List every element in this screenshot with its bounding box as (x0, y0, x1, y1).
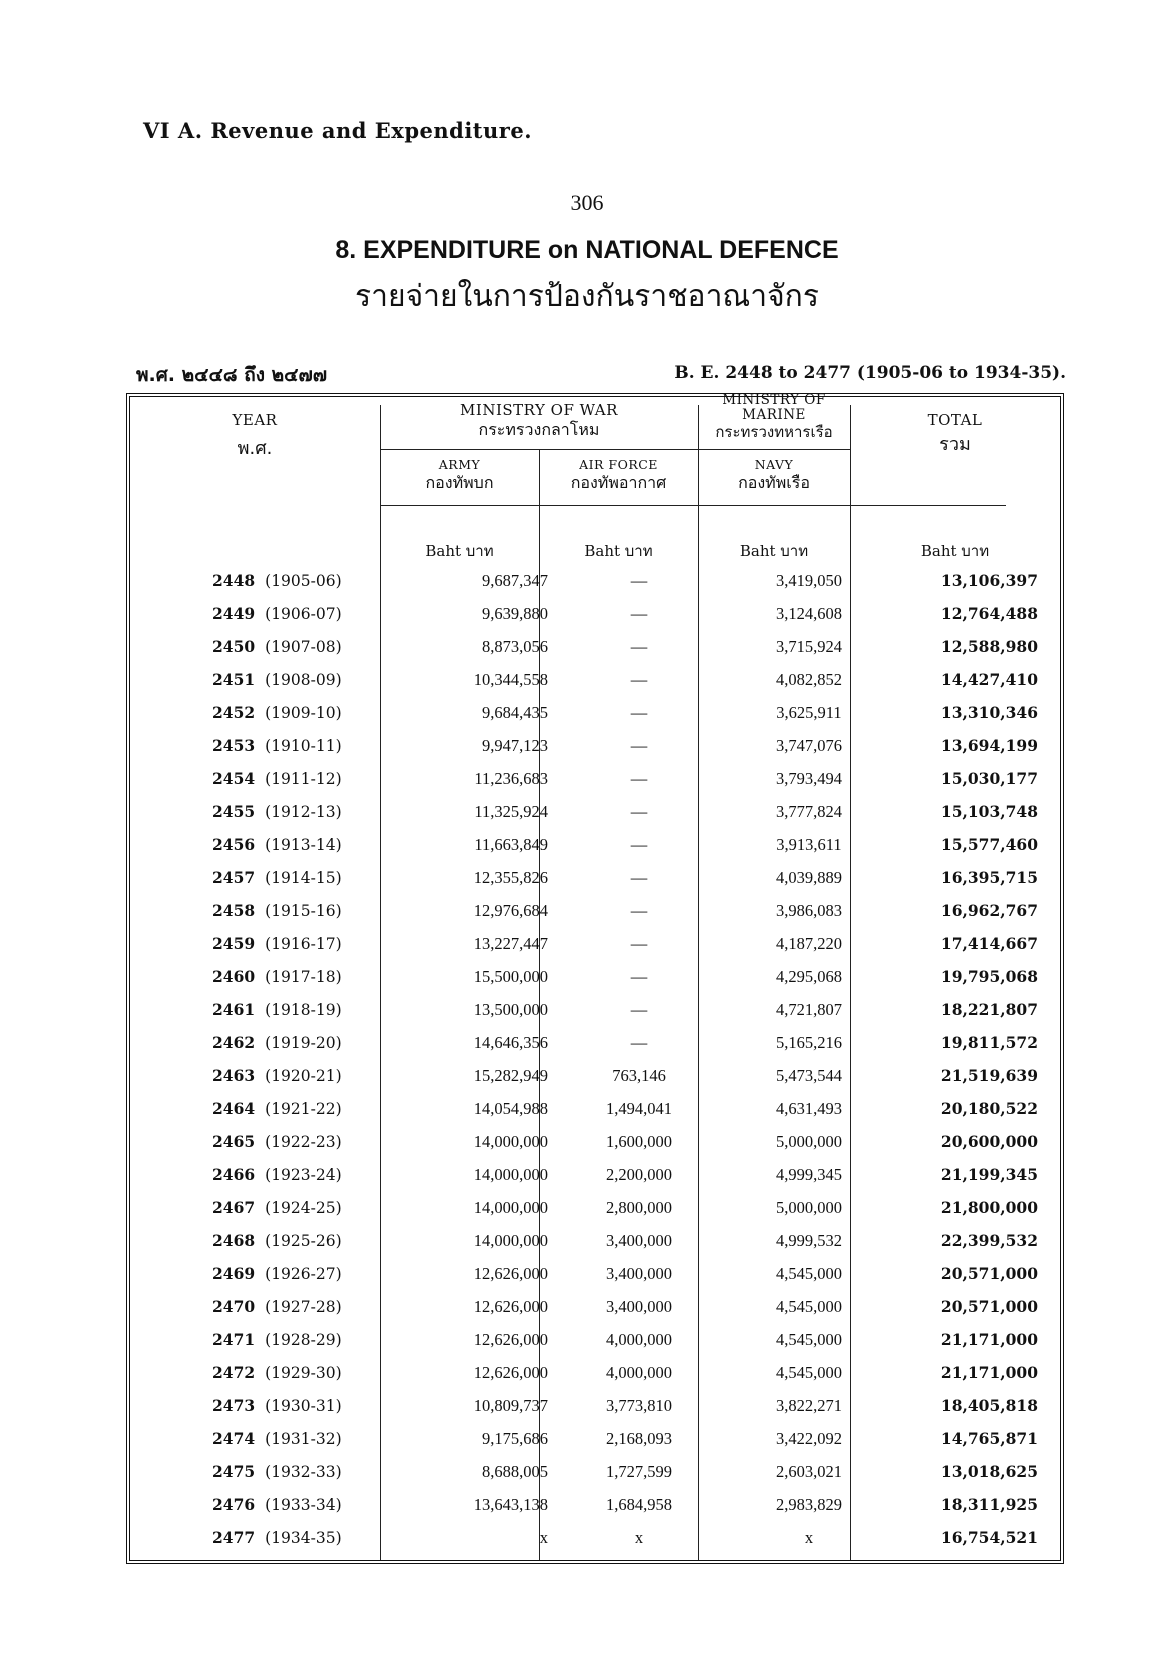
table-row (130, 829, 1060, 862)
year-ce: (1907-08) (265, 638, 342, 656)
total-unit-label: Baht บาท (920, 542, 990, 560)
navy-cell: 4,187,220 (776, 934, 842, 953)
army-cell: 12,626,000 (473, 1264, 548, 1283)
air-force-cell: — (630, 1000, 648, 1019)
table-row (130, 1093, 1060, 1126)
table-row (130, 1456, 1060, 1489)
army-cell: 9,639,880 (482, 604, 548, 623)
year-header-en: YEAR (232, 411, 278, 429)
year-cell (212, 1231, 412, 1250)
year-cell (212, 868, 412, 887)
total-cell: 21,171,000 (940, 1363, 1038, 1382)
air-force-cell: 1,684,958 (606, 1495, 672, 1514)
army-cell: x (539, 1528, 548, 1547)
year-cell (212, 1330, 412, 1349)
air-force-cell: 1,600,000 (606, 1132, 672, 1151)
year-ce: (1918-19) (265, 1001, 342, 1019)
army-cell: 10,344,558 (473, 670, 548, 689)
navy-cell: 2,603,021 (776, 1462, 842, 1481)
year-header-th: พ.ศ. (237, 437, 273, 459)
year-cell (212, 1033, 412, 1052)
year-be: 2473 (212, 1396, 256, 1415)
total-header (850, 411, 1060, 456)
year-cell (212, 835, 412, 854)
navy-cell: 3,822,271 (776, 1396, 842, 1415)
total-cell: 13,018,625 (940, 1462, 1038, 1481)
table-row (130, 598, 1060, 631)
year-cell (212, 1528, 412, 1547)
year-ce: (1921-22) (265, 1100, 342, 1118)
header-rule (698, 449, 850, 450)
year-ce: (1911-12) (265, 770, 342, 788)
table-row (130, 1291, 1060, 1324)
navy-cell: 4,545,000 (776, 1297, 842, 1316)
year-be: 2461 (212, 1000, 256, 1019)
navy-header-en: NAVY (754, 457, 794, 472)
navy-cell: 4,295,068 (776, 967, 842, 986)
year-be: 2451 (212, 670, 256, 689)
table-row (130, 796, 1060, 829)
total-cell: 17,414,667 (940, 934, 1038, 953)
air-force-unit-label: Baht บาท (584, 542, 653, 560)
table-row (130, 1258, 1060, 1291)
table-row (130, 862, 1060, 895)
air-force-cell: — (630, 769, 648, 788)
ministry-war-th: กระทรวงกลาโหม (478, 419, 600, 439)
air-force-cell: 2,200,000 (606, 1165, 672, 1184)
army-cell: 15,282,949 (473, 1066, 548, 1085)
army-cell: 12,976,684 (473, 901, 548, 920)
navy-cell: 4,039,889 (776, 868, 842, 887)
air-force-cell: — (630, 670, 648, 689)
army-cell: 14,054,988 (473, 1099, 548, 1118)
navy-cell: 3,124,608 (776, 604, 842, 623)
air-force-cell: 3,400,000 (606, 1264, 672, 1283)
year-cell (212, 736, 412, 755)
air-force-cell: 4,000,000 (606, 1363, 672, 1382)
army-cell: 14,646,356 (473, 1033, 548, 1052)
navy-cell: 3,777,824 (776, 802, 842, 821)
year-ce: (1924-25) (265, 1199, 342, 1217)
total-cell: 16,962,767 (940, 901, 1038, 920)
year-be: 2457 (212, 868, 256, 887)
ministry-marine-en: MINISTRY OF MARINE (722, 392, 826, 423)
total-cell: 15,577,460 (940, 835, 1038, 854)
air-force-cell: — (630, 934, 648, 953)
defence-expenditure-table (126, 393, 1064, 1564)
year-be: 2463 (212, 1066, 256, 1085)
year-be: 2468 (212, 1231, 256, 1250)
navy-cell: 3,422,092 (776, 1429, 842, 1448)
total-cell: 13,106,397 (940, 571, 1038, 590)
page-number: 306 (570, 190, 604, 215)
table-row (130, 1126, 1060, 1159)
navy-cell: 5,000,000 (776, 1132, 842, 1151)
army-header (380, 457, 539, 493)
year-ce: (1928-29) (265, 1331, 342, 1349)
air-force-cell: 3,400,000 (606, 1297, 672, 1316)
air-force-cell: 1,494,041 (606, 1099, 672, 1118)
air-force-cell: — (630, 604, 648, 623)
table-row (130, 1390, 1060, 1423)
year-be: 2472 (212, 1363, 256, 1382)
year-ce: (1932-33) (265, 1463, 342, 1481)
year-cell (212, 571, 412, 590)
army-cell: 14,000,000 (473, 1231, 548, 1250)
year-be: 2477 (212, 1528, 256, 1547)
army-cell: 15,500,000 (473, 967, 548, 986)
year-cell (212, 1165, 412, 1184)
year-be: 2453 (212, 736, 256, 755)
army-cell: 13,643,138 (473, 1495, 548, 1514)
army-cell: 14,000,000 (473, 1198, 548, 1217)
year-cell (212, 934, 412, 953)
army-cell: 8,688,005 (482, 1462, 548, 1481)
year-cell (212, 769, 412, 788)
total-cell: 20,600,000 (940, 1132, 1038, 1151)
year-be: 2467 (212, 1198, 256, 1217)
total-cell: 15,103,748 (940, 802, 1038, 821)
year-ce: (1912-13) (265, 803, 342, 821)
year-be: 2466 (212, 1165, 256, 1184)
year-cell (212, 1297, 412, 1316)
navy-cell: 2,983,829 (776, 1495, 842, 1514)
year-cell (212, 1099, 412, 1118)
ministry-of-marine-header (698, 393, 850, 441)
ministry-of-war-header (380, 401, 698, 440)
year-cell (212, 802, 412, 821)
air-force-cell: 3,773,810 (606, 1396, 672, 1415)
air-force-cell: 1,727,599 (606, 1462, 672, 1481)
navy-cell: 3,986,083 (776, 901, 842, 920)
navy-cell: 4,631,493 (776, 1099, 842, 1118)
total-cell: 20,571,000 (940, 1297, 1038, 1316)
year-ce: (1922-23) (265, 1133, 342, 1151)
year-be: 2454 (212, 769, 256, 788)
total-cell: 21,800,000 (940, 1198, 1038, 1217)
table-row (130, 1192, 1060, 1225)
air-force-cell: — (630, 703, 648, 722)
navy-cell: 3,419,050 (776, 571, 842, 590)
year-cell (212, 1429, 412, 1448)
year-ce: (1934-35) (265, 1529, 342, 1547)
table-row (130, 763, 1060, 796)
table-row (130, 631, 1060, 664)
air-force-cell: x (634, 1528, 644, 1547)
total-cell: 16,754,521 (940, 1528, 1038, 1547)
total-cell: 20,571,000 (940, 1264, 1038, 1283)
table-row (130, 1522, 1060, 1555)
army-cell: 11,325,924 (474, 802, 548, 821)
navy-header (698, 457, 850, 493)
year-cell (212, 637, 412, 656)
total-cell: 13,694,199 (940, 736, 1038, 755)
year-ce: (1915-16) (265, 902, 342, 920)
army-cell: 9,687,347 (482, 571, 548, 590)
year-range-thai: พ.ศ. ๒๔๔๘ ถึง ๒๔๗๗ (136, 364, 328, 386)
army-cell: 9,175,686 (482, 1429, 548, 1448)
air-force-cell: 2,168,093 (606, 1429, 672, 1448)
navy-cell: 5,165,216 (776, 1033, 842, 1052)
total-cell: 20,180,522 (940, 1099, 1038, 1118)
table-row (130, 994, 1060, 1027)
year-ce: (1916-17) (265, 935, 342, 953)
year-header (130, 405, 380, 460)
table-row (130, 1159, 1060, 1192)
table-row (130, 697, 1060, 730)
air-force-cell: 4,000,000 (606, 1330, 672, 1349)
year-ce: (1929-30) (265, 1364, 342, 1382)
total-cell: 12,764,488 (940, 604, 1038, 623)
year-cell (212, 1132, 412, 1151)
army-cell: 12,626,000 (473, 1297, 548, 1316)
year-cell (212, 1198, 412, 1217)
table-row (130, 1324, 1060, 1357)
table-row (130, 730, 1060, 763)
year-be: 2470 (212, 1297, 256, 1316)
year-be: 2452 (212, 703, 256, 722)
year-be: 2458 (212, 901, 256, 920)
year-be: 2455 (212, 802, 256, 821)
army-cell: 9,684,435 (482, 703, 548, 722)
army-unit-label: Baht บาท (425, 542, 494, 560)
year-be: 2449 (212, 604, 256, 623)
year-be: 2464 (212, 1099, 256, 1118)
year-be: 2459 (212, 934, 256, 953)
year-be: 2462 (212, 1033, 256, 1052)
air-force-cell: — (630, 637, 648, 656)
navy-cell: 4,999,345 (776, 1165, 842, 1184)
table-row (130, 1027, 1060, 1060)
year-ce: (1905-06) (265, 572, 342, 590)
air-force-cell: 2,800,000 (606, 1198, 672, 1217)
year-ce: (1923-24) (265, 1166, 342, 1184)
table-row (130, 961, 1060, 994)
total-cell: 13,310,346 (940, 703, 1038, 722)
year-ce: (1909-10) (265, 704, 342, 722)
total-cell: 21,519,639 (940, 1066, 1038, 1085)
table-row (130, 1489, 1060, 1522)
navy-cell: 3,625,911 (776, 703, 842, 722)
total-cell: 12,588,980 (940, 637, 1038, 656)
year-ce: (1910-11) (265, 737, 342, 755)
year-cell (212, 967, 412, 986)
year-be: 2475 (212, 1462, 256, 1481)
navy-cell: 4,721,807 (776, 1000, 842, 1019)
navy-header-th: กองทัพเรือ (738, 472, 810, 492)
air-force-cell: — (630, 835, 648, 854)
army-cell: 8,873,056 (482, 637, 548, 656)
year-cell (212, 901, 412, 920)
air-force-cell: 763,146 (612, 1066, 666, 1085)
navy-cell: x (804, 1528, 814, 1547)
table-row (130, 1225, 1060, 1258)
air-force-header-en: AIR FORCE (579, 457, 658, 472)
army-cell: 9,947,123 (482, 736, 548, 755)
total-cell: 18,405,818 (940, 1396, 1038, 1415)
navy-cell: 4,082,852 (776, 670, 842, 689)
table-row (130, 1357, 1060, 1390)
total-cell: 22,399,532 (940, 1231, 1038, 1250)
year-be: 2471 (212, 1330, 256, 1349)
year-ce: (1914-15) (265, 869, 342, 887)
army-cell: 11,236,683 (474, 769, 548, 788)
total-cell: 21,171,000 (940, 1330, 1038, 1349)
total-cell: 16,395,715 (940, 868, 1038, 887)
army-cell: 12,626,000 (473, 1330, 548, 1349)
total-cell: 15,030,177 (940, 769, 1038, 788)
year-be: 2469 (212, 1264, 256, 1283)
ministry-war-en: MINISTRY OF WAR (460, 401, 618, 419)
total-cell: 14,427,410 (940, 670, 1038, 689)
air-force-header (539, 457, 698, 493)
navy-cell: 5,000,000 (776, 1198, 842, 1217)
army-header-en: ARMY (438, 457, 481, 472)
army-cell: 14,000,000 (473, 1165, 548, 1184)
army-cell: 12,355,826 (473, 868, 548, 887)
army-header-th: กองทัพบก (425, 472, 494, 492)
year-cell (212, 1363, 412, 1382)
navy-cell: 4,545,000 (776, 1363, 842, 1382)
year-ce: (1927-28) (265, 1298, 342, 1316)
year-cell (212, 1396, 412, 1415)
table-row (130, 895, 1060, 928)
table-title-english: 8. EXPENDITURE on NATIONAL DEFENCE (335, 236, 839, 264)
year-cell (212, 1462, 412, 1481)
army-cell: 11,663,849 (474, 835, 548, 854)
navy-cell: 3,913,611 (776, 835, 842, 854)
header-rule (380, 505, 1006, 506)
total-header-en: TOTAL (927, 411, 983, 429)
army-cell: 13,227,447 (473, 934, 548, 953)
year-be: 2448 (212, 571, 256, 590)
total-cell: 18,221,807 (940, 1000, 1038, 1019)
navy-cell: 3,793,494 (776, 769, 842, 788)
year-ce: (1920-21) (265, 1067, 342, 1085)
total-cell: 19,811,572 (940, 1033, 1038, 1052)
air-force-header-th: กองทัพอากาศ (570, 472, 667, 492)
table-row (130, 928, 1060, 961)
navy-cell: 5,473,544 (776, 1066, 842, 1085)
table-row (130, 565, 1060, 598)
navy-cell: 3,747,076 (776, 736, 842, 755)
year-ce: (1913-14) (265, 836, 342, 854)
year-ce: (1930-31) (265, 1397, 342, 1415)
year-cell (212, 1066, 412, 1085)
year-be: 2476 (212, 1495, 256, 1514)
year-cell (212, 1000, 412, 1019)
navy-cell: 3,715,924 (776, 637, 842, 656)
air-force-cell: 3,400,000 (606, 1231, 672, 1250)
year-cell (212, 1264, 412, 1283)
total-cell: 19,795,068 (940, 967, 1038, 986)
year-ce: (1906-07) (265, 605, 342, 623)
year-be: 2460 (212, 967, 256, 986)
navy-cell: 4,999,532 (776, 1231, 842, 1250)
section-heading: VI A. Revenue and Expenditure. (143, 118, 533, 143)
air-force-cell: — (630, 967, 648, 986)
total-cell: 18,311,925 (940, 1495, 1038, 1514)
air-force-cell: — (630, 736, 648, 755)
year-ce: (1933-34) (265, 1496, 342, 1514)
year-cell (212, 604, 412, 623)
year-cell (212, 703, 412, 722)
table-row (130, 664, 1060, 697)
total-header-th: รวม (939, 433, 971, 455)
table-title-thai: รายจ่ายในการป้องกันราชอาณาจักร (355, 279, 819, 314)
year-ce: (1926-27) (265, 1265, 342, 1283)
total-cell: 14,765,871 (940, 1429, 1038, 1448)
header-rule (380, 449, 698, 450)
navy-cell: 4,545,000 (776, 1264, 842, 1283)
army-cell: 12,626,000 (473, 1363, 548, 1382)
navy-unit-label: Baht บาท (739, 542, 809, 560)
year-ce: (1925-26) (265, 1232, 342, 1250)
year-ce: (1908-09) (265, 671, 342, 689)
year-be: 2474 (212, 1429, 256, 1448)
air-force-cell: — (630, 868, 648, 887)
air-force-cell: — (630, 802, 648, 821)
air-force-cell: — (630, 901, 648, 920)
year-range-english: B. E. 2448 to 2477 (1905-06 to 1934-35). (674, 363, 1066, 383)
year-be: 2465 (212, 1132, 256, 1151)
army-cell: 10,809,737 (473, 1396, 548, 1415)
year-ce: (1931-32) (265, 1430, 342, 1448)
year-ce: (1919-20) (265, 1034, 342, 1052)
army-cell: 13,500,000 (473, 1000, 548, 1019)
year-be: 2456 (212, 835, 256, 854)
navy-cell: 4,545,000 (776, 1330, 842, 1349)
table-row (130, 1423, 1060, 1456)
year-ce: (1917-18) (265, 968, 342, 986)
total-cell: 21,199,345 (940, 1165, 1038, 1184)
table-row (130, 1060, 1060, 1093)
army-cell: 14,000,000 (473, 1132, 548, 1151)
ministry-marine-th: กระทรวงทหารเรือ (715, 422, 833, 441)
air-force-cell: — (630, 571, 648, 590)
year-be: 2450 (212, 637, 256, 656)
air-force-cell: — (630, 1033, 648, 1052)
year-cell (212, 670, 412, 689)
year-cell (212, 1495, 412, 1514)
